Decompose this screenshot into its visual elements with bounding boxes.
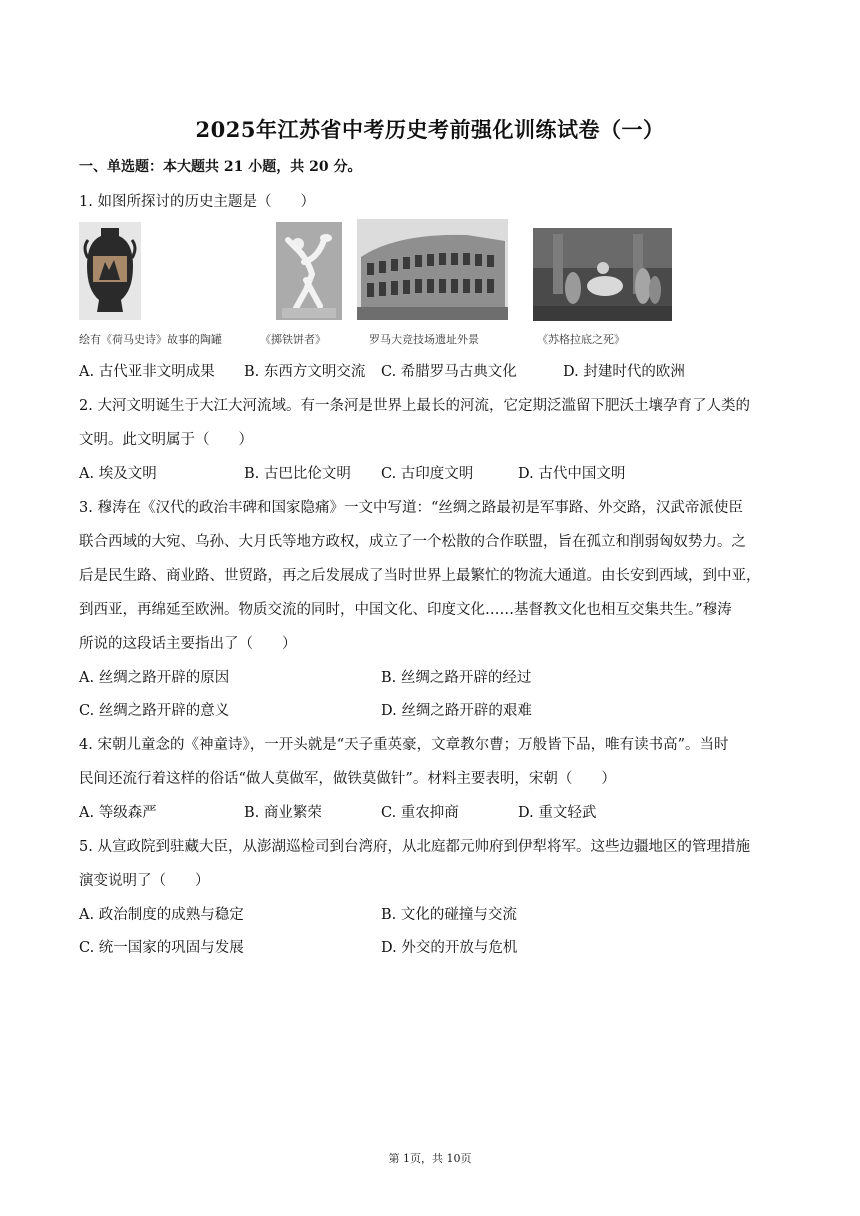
q1-stem: 1. 如图所探讨的历史主题是（ ） (79, 194, 315, 210)
q1-figure-vase (79, 222, 141, 320)
q3-stem-line-2: 联合西域的大宛、乌孙、大月氏等地方政权，成立了一个松散的合作联盟，旨在孤立和削弱匈奴势力。之 (79, 534, 746, 550)
q1-figure-discobolus (276, 222, 342, 320)
q1-option-c[interactable]: C. 希腊罗马古典文化 (381, 364, 517, 380)
q2-option-c[interactable]: C. 古印度文明 (381, 466, 474, 482)
q4-option-a[interactable]: A. 等级森严 (79, 805, 157, 821)
q1-caption-vase: 绘有《荷马史诗》故事的陶罐 (79, 333, 222, 346)
q3-option-d[interactable]: D. 丝绸之路开辟的艰难 (381, 703, 532, 719)
q5-option-a[interactable]: A. 政治制度的成熟与稳定 (79, 907, 244, 923)
q5-option-c[interactable]: C. 统一国家的巩固与发展 (79, 940, 244, 956)
q1-option-b[interactable]: B. 东西方文明交流 (244, 364, 366, 380)
q4-option-b[interactable]: B. 商业繁荣 (244, 805, 322, 821)
q3-stem-line-4: 到西亚，再绵延至欧洲。物质交流的同时，中国文化、印度文化……基督教文化也相互交集共生。”穆涛 (79, 602, 732, 618)
q1-caption-socrates: 《苏格拉底之死》 (537, 333, 625, 346)
q3-option-a[interactable]: A. 丝绸之路开辟的原因 (79, 670, 230, 686)
q4-stem-line-2: 民间还流行着这样的俗话“做人莫做军，做铁莫做针”。材料主要表明，宋朝（ ） (79, 771, 616, 787)
q2-stem-line-1: 2. 大河文明诞生于大江大河流域。有一条河是世界上最长的河流，它定期泛滥留下肥沃土壤孕育了人类的 (79, 398, 750, 414)
q5-stem-line-2: 演变说明了（ ） (79, 873, 210, 889)
q1-figure-colosseum (357, 219, 508, 320)
q1-caption-colosseum: 罗马大竞技场遗址外景 (369, 333, 479, 346)
q5-option-d[interactable]: D. 外交的开放与危机 (381, 940, 518, 956)
q1-caption-discobolus: 《掷铁饼者》 (260, 333, 326, 346)
q1-option-a[interactable]: A. 古代亚非文明成果 (79, 364, 215, 380)
q3-stem-line-3: 后是民生路、商业路、世贸路，再之后发展成了当时世界上最繁忙的物流大通道。由长安到西域，到中亚， (79, 568, 761, 584)
page-footer: 第 1页，共 10页 (388, 1152, 472, 1165)
q5-stem-line-1: 5. 从宣政院到驻藏大臣，从澎湖巡检司到台湾府，从北庭都元帅府到伊犁将军。这些边疆地区的管理措施 (79, 839, 750, 855)
q1-figure-death-of-socrates (533, 228, 672, 321)
q3-stem-line-1: 3. 穆涛在《汉代的政治丰碑和国家隐痛》一文中写道：“丝绸之路最初是军事路、外交路，汉武帝派使臣 (79, 500, 743, 516)
q2-option-d[interactable]: D. 古代中国文明 (518, 466, 626, 482)
q3-option-c[interactable]: C. 丝绸之路开辟的意义 (79, 703, 230, 719)
exam-title: 2025年江苏省中考历史考前强化训练试卷（一） (195, 117, 665, 142)
q4-stem-line-1: 4. 宋朝儿童念的《神童诗》，一开头就是“天子重英豪，文章教尔曹；万般皆下品，唯有读书高”。当时 (79, 737, 729, 753)
q3-option-b[interactable]: B. 丝绸之路开辟的经过 (381, 670, 532, 686)
section-heading: 一、单选题：本大题共 21 小题，共 20 分。 (79, 159, 362, 175)
q5-option-b[interactable]: B. 文化的碰撞与交流 (381, 907, 517, 923)
q4-option-c[interactable]: C. 重农抑商 (381, 805, 459, 821)
q2-option-b[interactable]: B. 古巴比伦文明 (244, 466, 351, 482)
q2-stem-line-2: 文明。此文明属于（ ） (79, 432, 253, 448)
q3-stem-line-5: 所说的这段话主要指出了（ ） (79, 636, 297, 652)
q4-option-d[interactable]: D. 重文轻武 (518, 805, 597, 821)
q2-option-a[interactable]: A. 埃及文明 (79, 466, 157, 482)
q1-option-d[interactable]: D. 封建时代的欧洲 (563, 364, 685, 380)
